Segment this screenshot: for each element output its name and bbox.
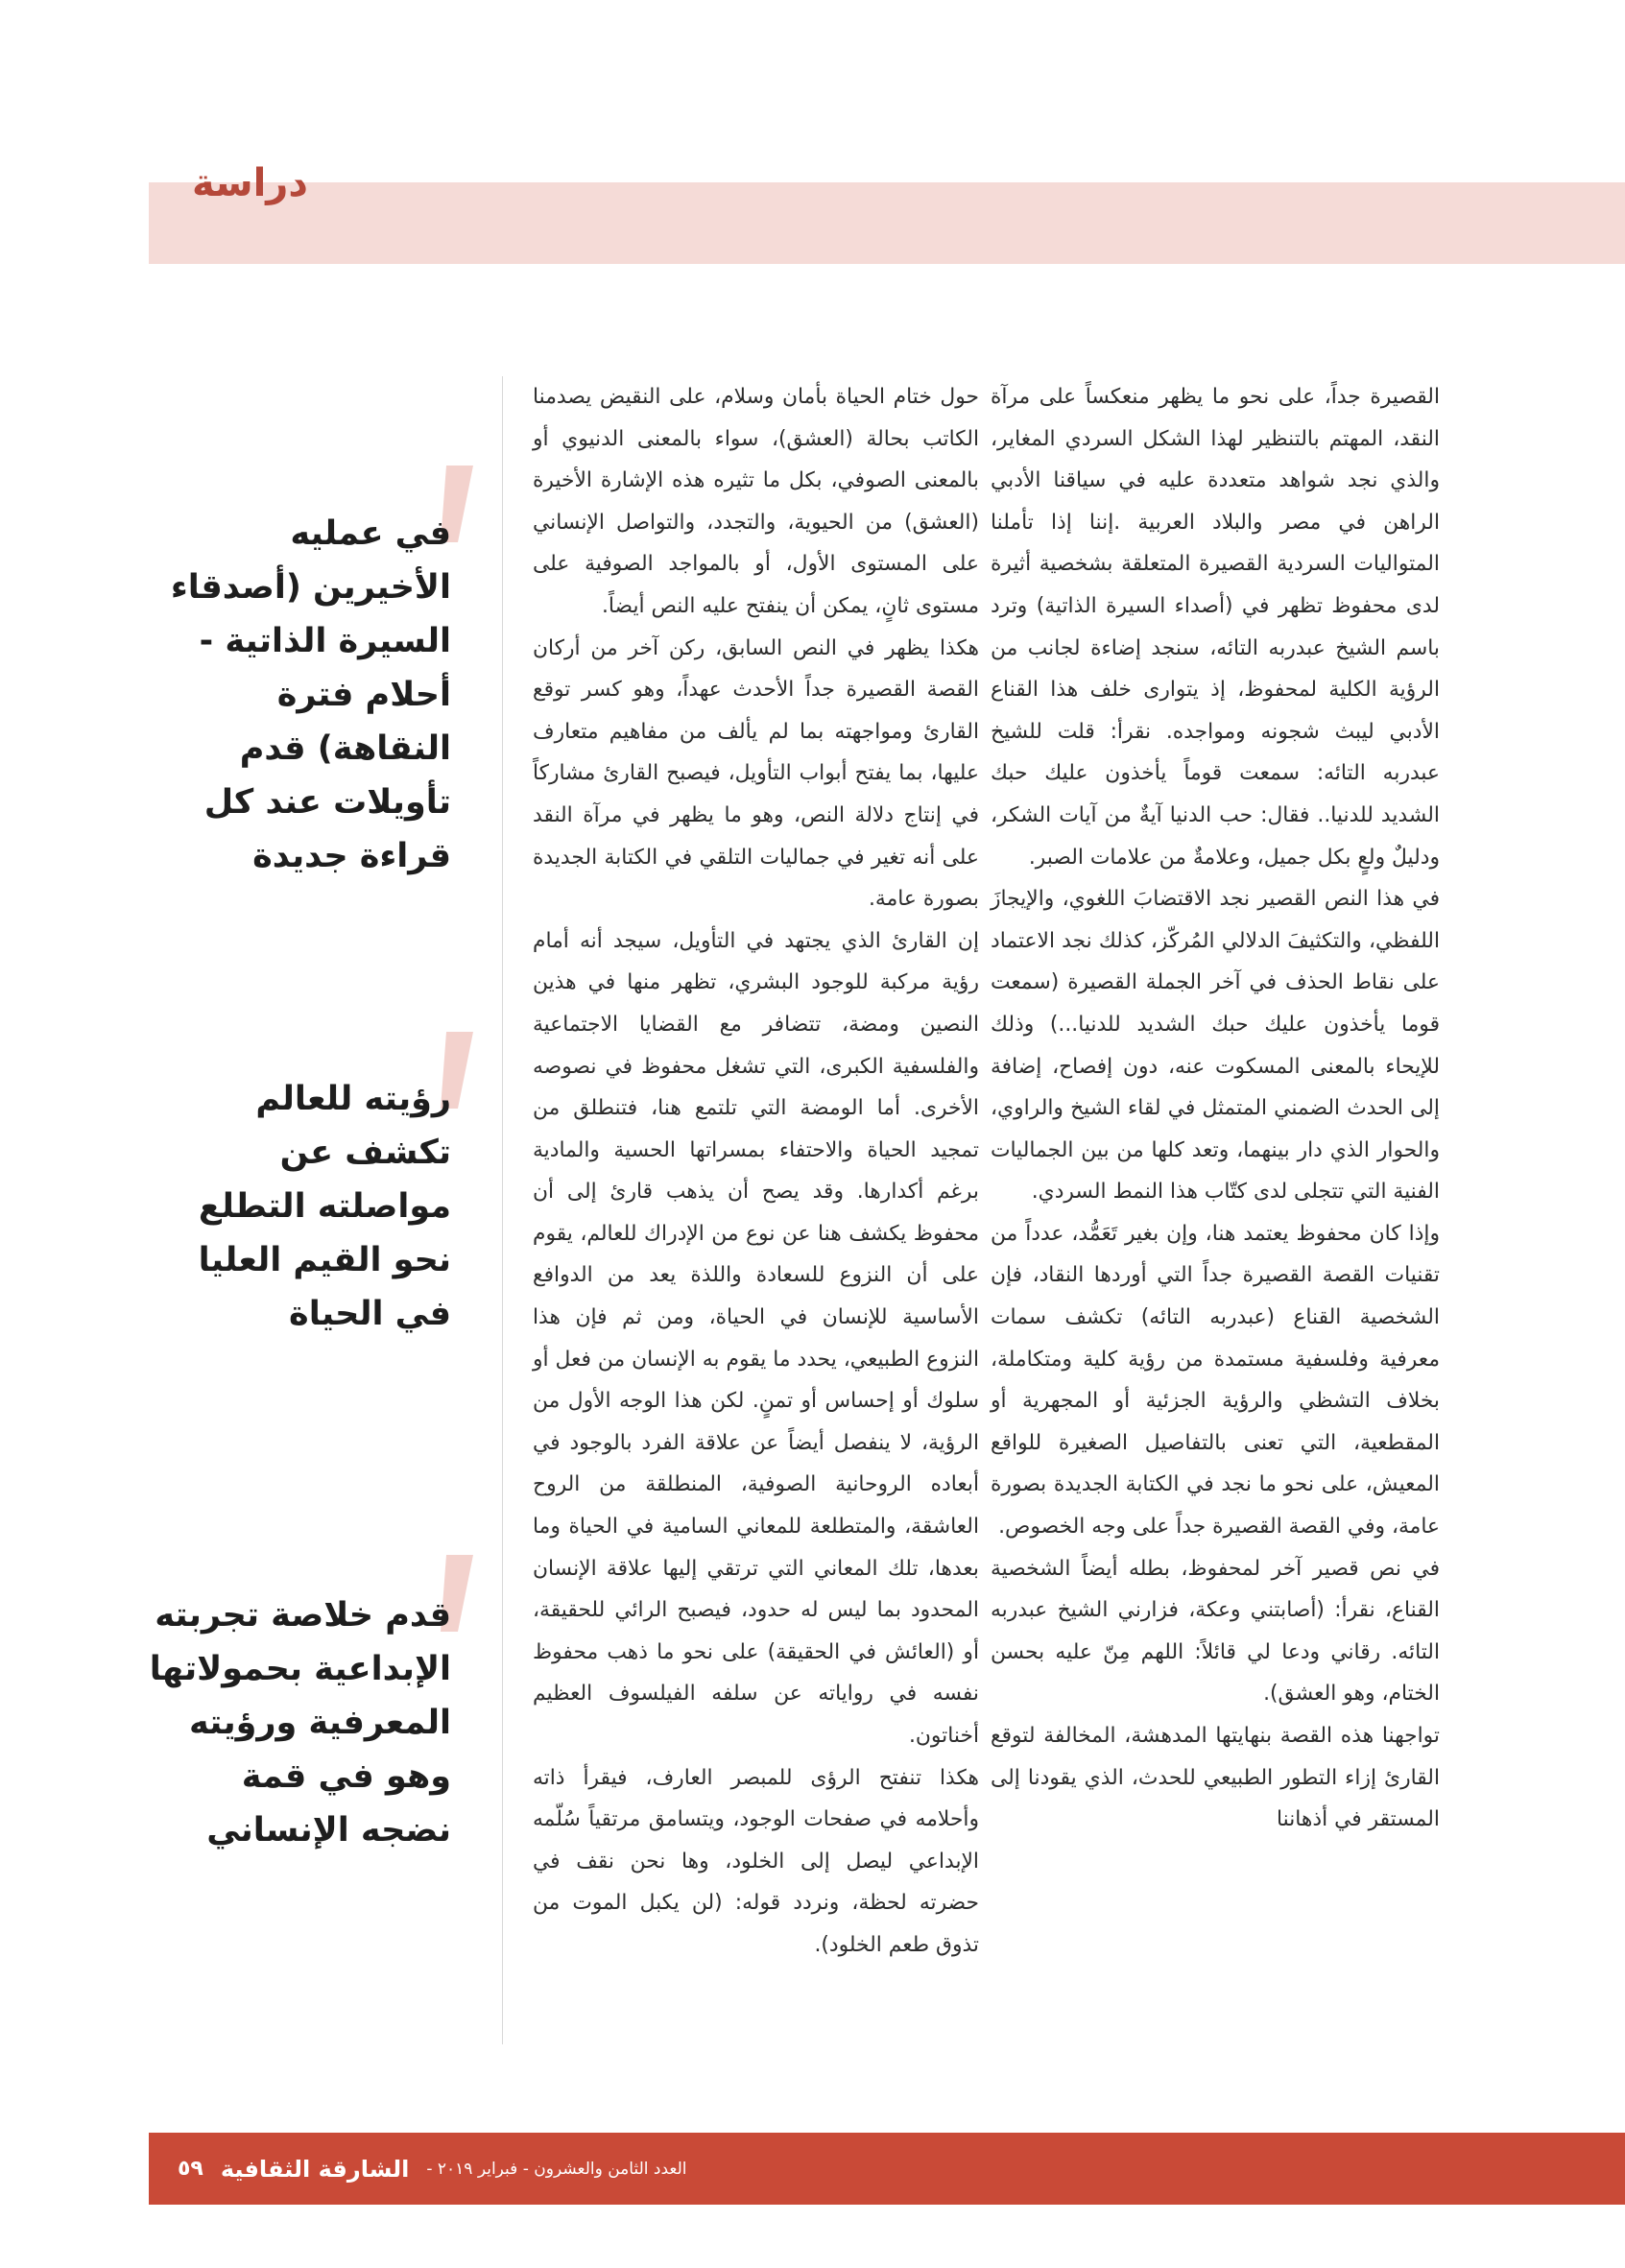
article-column-middle: [533, 376, 979, 1967]
paragraph: هكذا يظهر في النص السابق، ركن آخر من أركان القصة القصيرة جداً الأحدث عهداً، وهو كسر توقع القارئ ومواجهته بما لم يألف من مفاهيم متعارف عليها، بما يفتح أبواب التأويل، فيصبح القارئ مشاركاً في إنتاج دلالة النص، وهو ما يظهر في مرآة النقد على أنه تغير في جماليات التلقي في الكتابة الجديدة بصورة عامة.: [533, 635, 979, 912]
paragraph: حول ختام الحياة بأمان وسلام، على النقيض يصدمنا الكاتب بحالة (العشق)، سواء بالمعنى الدنيوي أو بالمعنى الصوفي، بكل ما تثيره هذه الإشارة الأخيرة (العشق) من الحيوية، والتجدد، والتواصل الإنساني على المستوى الأول، أو بالمواجد الصوفية على مستوى ثانٍ، يمكن أن ينفتح عليه النص أيضاً.: [533, 385, 979, 618]
paragraph: إن القارئ الذي يجتهد في التأويل، سيجد أنه أمام رؤية مركبة للوجود البشري، تظهر منها في هذين النصين ومضة، تتضافر مع القضايا الاجتماعية والفلسفية الكبرى، التي تشغل محفوظ في نصوصه الأخرى. أما الومضة التي تلتمع هنا، فتنطلق من تمجيد الحياة والاحتفاء بمسراتها الحسية والمادية برغم أكدارها. وقد يصح أن يذهب قارئ إلى أن محفوظ يكشف هنا عن نوع من الإدراك للعالم، يقوم على أن النزوع للسعادة واللذة يعد من الدوافع الأساسية للإنسان في الحياة، ومن ثم فإن هذا النزوع الطبيعي، يحدد ما يقوم به الإنسان من فعل أو سلوك أو إحساس أو تمنٍ. لكن هذا الوجه الأول من الرؤية، لا ينفصل أيضاً عن علاقة الفرد بالوجود في أبعاده الروحانية الصوفية، المنطلقة من الروح العاشقة، والمتطلعة للمعاني السامية في الحياة وما بعدها، تلك المعاني التي ترتقي إليها علاقة الإنسان المحدود بما ليس له حدود، فيصبح الرائي للحقيقة، أو (العائش في الحقيقة) على نحو ما ذهب محفوظ نفسه في رواياته عن سلفه الفيلسوف العظيم أخناتون.: [533, 928, 979, 1748]
paragraph: في هذا النص القصير نجد الاقتضابَ اللغوي، والإيجازَ اللفظي، والتكثيفَ الدلالي المُركّز، كذلك نجد الاعتماد على نقاط الحذف في آخر الجملة القصيرة (سمعت قوما يأخذون عليك حبك الشديد للدنيا...) وذلك للإيحاء بالمعنى المسكوت عنه، دون إفصاح، إضافة إلى الحدث الضمني المتمثل في لقاء الشيخ والراوي، والحوار الذي دار بينهما، وتعد كلها من بين الجماليات الفنية التي تتجلى لدى كتّاب هذا النمط السردي.: [991, 887, 1440, 1205]
paragraph: القصيرة جداً، على نحو ما يظهر منعكساً على مرآة النقد، المهتم بالتنظير لهذا الشكل السردي المغاير، والذي نجد شواهد متعددة عليه في سياقنا الأدبي الراهن في مصر والبلاد العربية .إننا إذا تأملنا المتواليات السردية القصيرة المتعلقة بشخصية أثيرة لدى محفوظ تظهر في (أصداء السيرة الذاتية) وترد باسم الشيخ عبدربه التائه، سنجد إضاءة لجانب من الرؤية الكلية لمحفوظ، إذ يتوارى خلف هذا القناع الأدبي ليبث شجونه ومواجده. نقرأ: قلت للشيخ عبدربه التائه: سمعت قوماً يأخذون عليك حبك الشديد للدنيا.. فقال: حب الدنيا آيةٌ من آيات الشكر، ودليلٌ ولعٍ بكل جميل، وعلامةٌ من علامات الصبر.: [991, 385, 1440, 870]
pull-quote: رؤيته للعالم تكشف عن مواصلته التطلع نحو القيم العليا في الحياة: [198, 1080, 451, 1333]
issue-line: العدد الثامن والعشرون - فبراير ٢٠١٩ -: [426, 2159, 687, 2179]
section-label: دراسة: [192, 161, 308, 205]
header-band: [149, 182, 1625, 264]
paragraph: وإذا كان محفوظ يعتمد هنا، وإن بغير تَعَمُّد، عدداً من تقنيات القصة القصيرة جداً التي أوردها النقاد، فإن الشخصية القناع (عبدربه التائه) تكشف سمات معرفية وفلسفية مستمدة من رؤية كلية ومتكاملة، بخلاف التشظي والرؤية الجزئية أو المجهرية أو المقطعية، التي تعنى بالتفاصيل الصغيرة للواقع المعيش، على نحو ما نجد في الكتابة الجديدة بصورة عامة، وفي القصة القصيرة جداً على وجه الخصوص.: [991, 1221, 1440, 1540]
column-divider: [502, 376, 503, 2044]
footer: [178, 2133, 686, 2205]
magazine-name: الشارقة الثقافية: [220, 2155, 410, 2183]
pull-quote: قدم خلاصة تجربته الإبداعية بحمولاتها المعرفية ورؤيته وهو في قمة نضجه الإنساني: [149, 1596, 451, 1850]
article-column-right: [991, 376, 1440, 1841]
paragraph: هكذا تنفتح الرؤى للمبصر العارف، فيقرأ ذاته وأحلامه في صفحات الوجود، ويتسامق مرتقياً سُلّمه الإبداعي ليصل إلى الخلود، وها نحن نقف في حضرته لحظة، ونردد قوله: (لن يكبل الموت من تذوق طعم الخلود).: [533, 1765, 979, 1957]
paragraph: تواجهنا هذه القصة بنهايتها المدهشة، المخالفة لتوقع القارئ إزاء التطور الطبيعي للحدث، الذي يقودنا إلى المستقر في أذهاننا: [991, 1724, 1440, 1832]
page-number: ٥٩: [178, 2157, 203, 2181]
pull-quote: في عمليه الأخيرين (أصدقاء السيرة الذاتية - أحلام فترة النقاهة) قدم تأويلات عند كل قراءة جديدة: [170, 514, 451, 875]
paragraph: في نص قصير آخر لمحفوظ، بطله أيضاً الشخصية القناع، نقرأ: (أصابتني وعكة، فزارني الشيخ عبدربه التائه. رقاني ودعا لي قائلاً: اللهم مِنّ عليه بحسن الختام، وهو العشق).: [991, 1556, 1440, 1707]
